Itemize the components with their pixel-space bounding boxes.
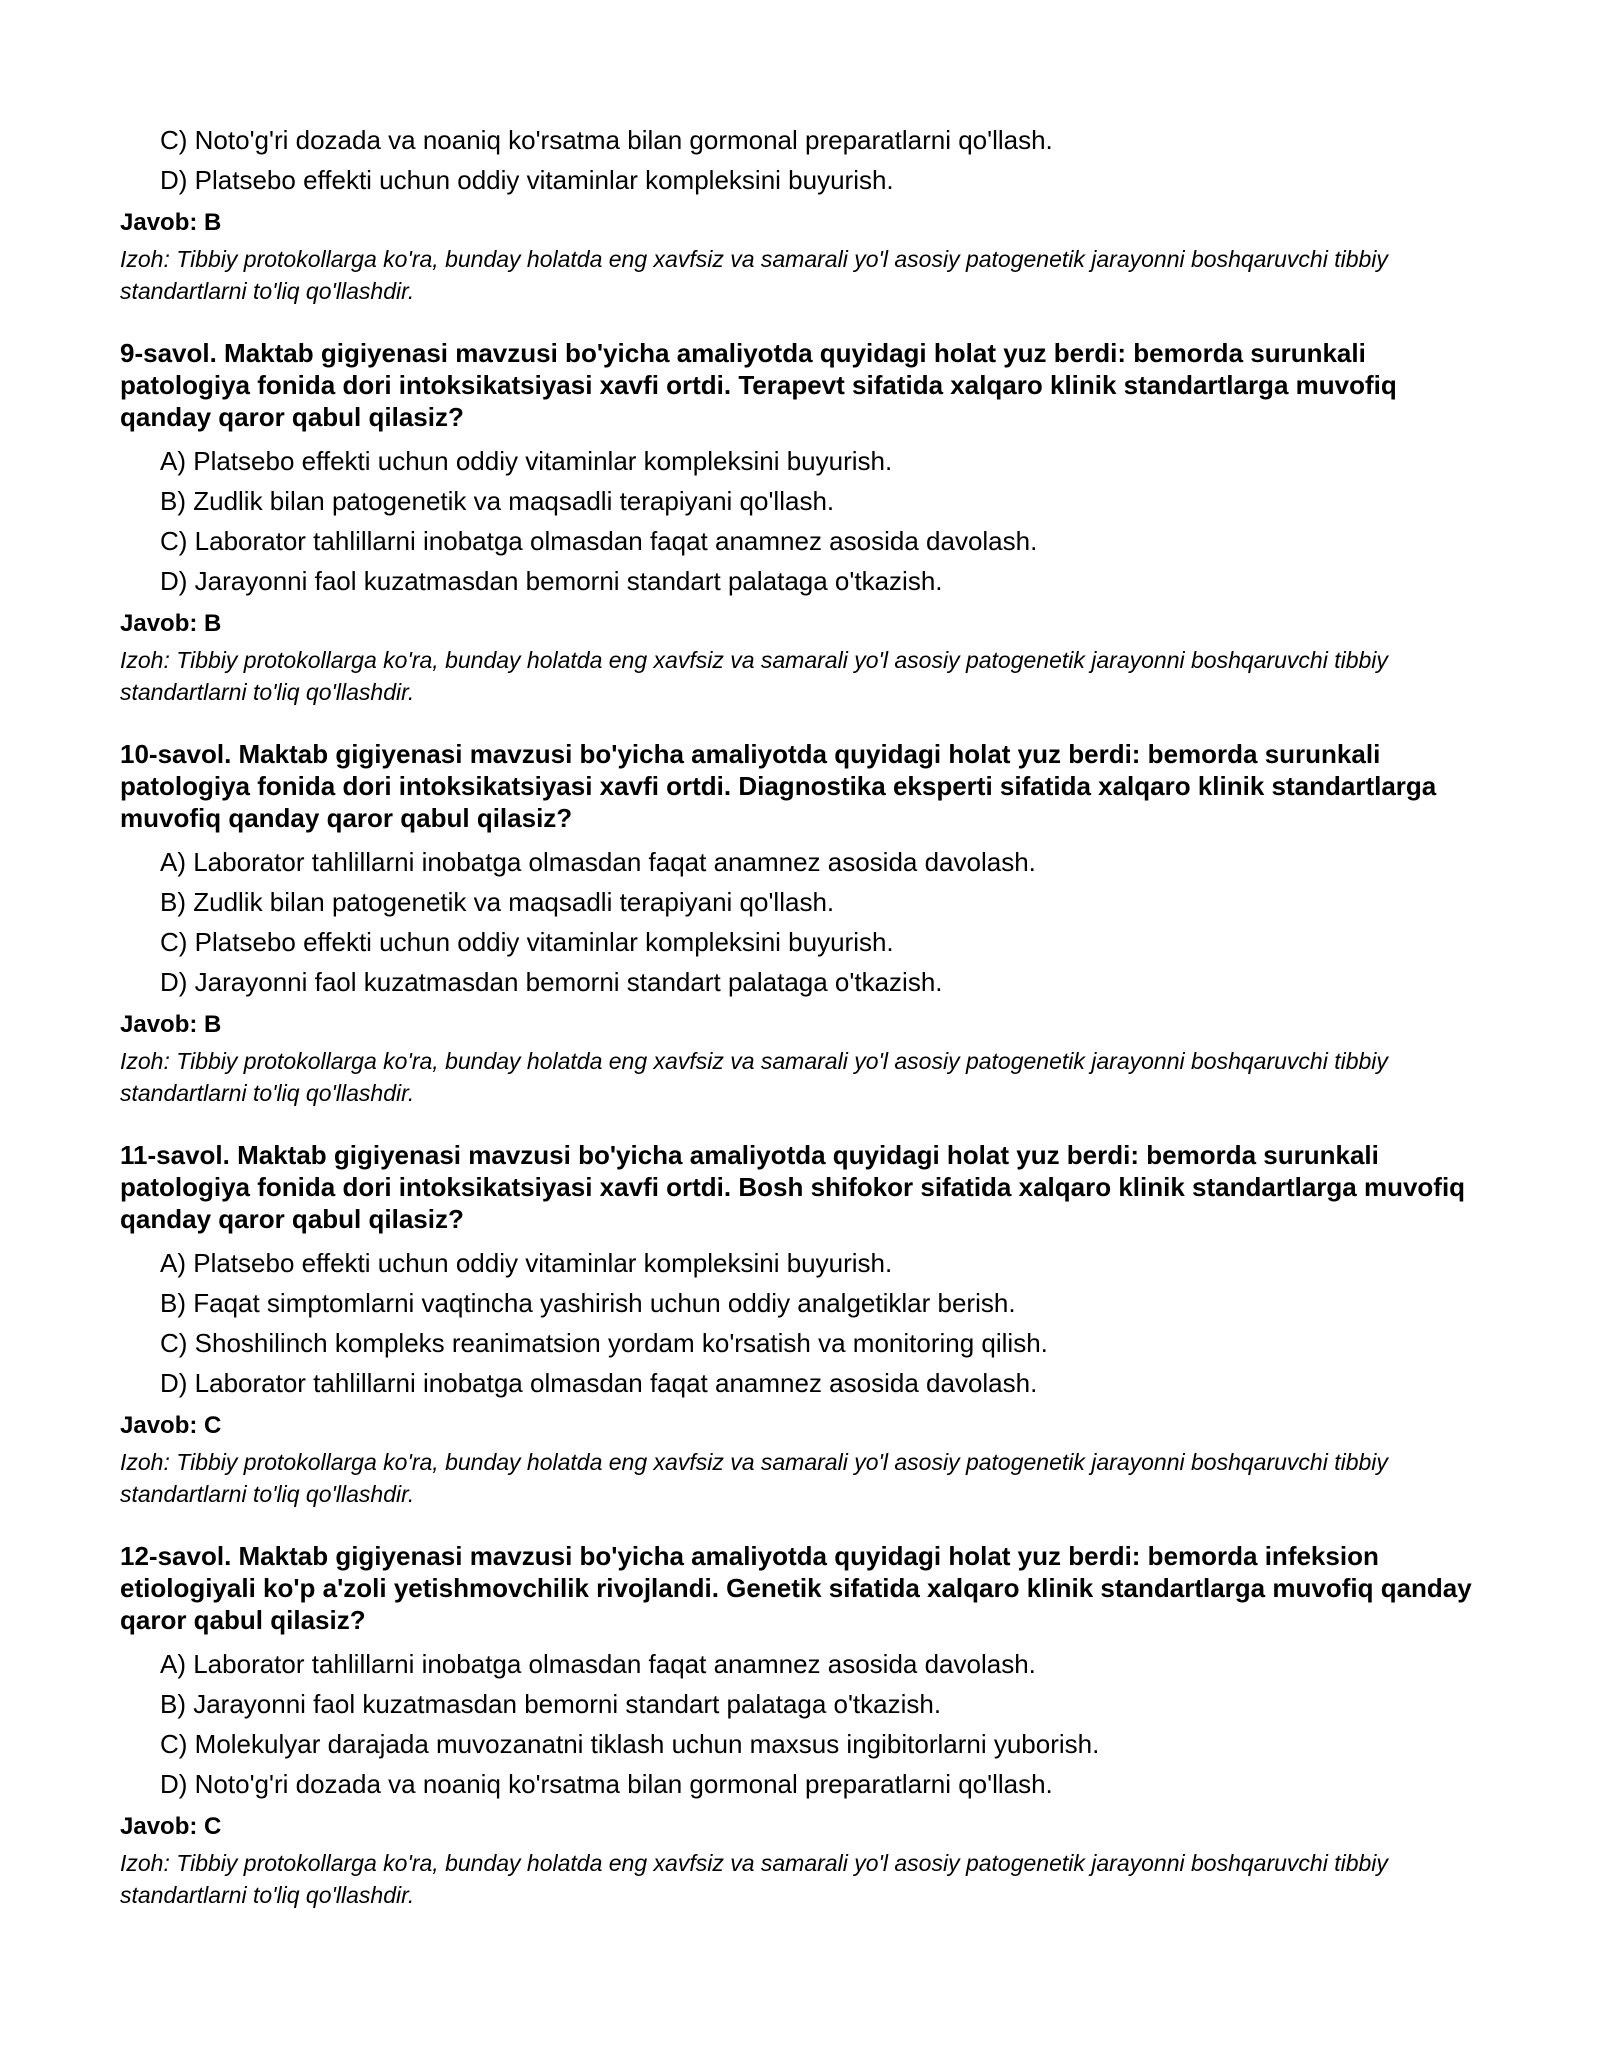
question-block xyxy=(120,1540,1480,1911)
question-text: 12-savol. Maktab gigiyenasi mavzusi bo'yicha amaliyotda quyidagi holat yuz berdi: bemorda infeksion etiologiyali ko'p a'zoli yetishmovchilik rivojlandi. Genetik sifatida xalqaro klinik standartlarga muvofiq qanday qaror qabul qilasiz? xyxy=(120,1541,1472,1635)
document-page xyxy=(120,120,1480,1911)
option-item: C) Noto'g'ri dozada va noaniq ko'rsatma bilan gormonal preparatlarni qo'llash. xyxy=(160,125,1053,155)
explanation-note: Izoh: Tibbiy protokollarga ko'ra, bunday holatda eng xavfsiz va samarali yo'l asosiy patogenetik jarayonni boshqaruvchi tibbiy standartlarni to'liq qo'llashdir. xyxy=(120,1449,1388,1507)
option-item: C) Platsebo effekti uchun oddiy vitaminlar kompleksini buyurish. xyxy=(160,927,894,957)
question-block xyxy=(120,738,1480,1109)
option-item: B) Zudlik bilan patogenetik va maqsadli terapiyani qo'llash. xyxy=(160,486,835,516)
option-item: A) Platsebo effekti uchun oddiy vitaminlar kompleksini buyurish. xyxy=(160,1248,893,1278)
answer-label: Javob: B xyxy=(120,1011,222,1038)
explanation-note: Izoh: Tibbiy protokollarga ko'ra, bunday holatda eng xavfsiz va samarali yo'l asosiy patogenetik jarayonni boshqaruvchi tibbiy standartlarni to'liq qo'llashdir. xyxy=(120,1048,1388,1106)
explanation-note: Izoh: Tibbiy protokollarga ko'ra, bunday holatda eng xavfsiz va samarali yo'l asosiy patogenetik jarayonni boshqaruvchi tibbiy standartlarni to'liq qo'llashdir. xyxy=(120,246,1388,304)
option-list xyxy=(120,1243,1480,1403)
explanation-note: Izoh: Tibbiy protokollarga ko'ra, bunday holatda eng xavfsiz va samarali yo'l asosiy patogenetik jarayonni boshqaruvchi tibbiy standartlarni to'liq qo'llashdir. xyxy=(120,1850,1388,1908)
option-item: B) Faqat simptomlarni vaqtincha yashirish uchun oddiy analgetiklar berish. xyxy=(160,1288,1016,1318)
previous-question-tail xyxy=(120,120,1480,307)
answer-label: Javob: B xyxy=(120,610,222,637)
option-list xyxy=(120,842,1480,1002)
option-item: D) Platsebo effekti uchun oddiy vitaminlar kompleksini buyurish. xyxy=(160,165,894,195)
answer-label: Javob: C xyxy=(120,1813,222,1840)
question-block xyxy=(120,1139,1480,1510)
answer-label: Javob: C xyxy=(120,1412,222,1439)
option-item: A) Laborator tahlillarni inobatga olmasdan faqat anamnez asosida davolash. xyxy=(160,847,1036,877)
option-item: D) Laborator tahlillarni inobatga olmasdan faqat anamnez asosida davolash. xyxy=(160,1368,1038,1398)
question-text: 10-savol. Maktab gigiyenasi mavzusi bo'yicha amaliyotda quyidagi holat yuz berdi: bemorda surunkali patologiya fonida dori intoksikatsiyasi xavfi ortdi. Diagnostika eksperti sifatida xalqaro klinik standartlarga muvofiq qanday qaror qabul qilasiz? xyxy=(120,739,1437,833)
question-block xyxy=(120,337,1480,708)
option-list xyxy=(120,441,1480,601)
option-item: B) Jarayonni faol kuzatmasdan bemorni standart palataga o'tkazish. xyxy=(160,1689,942,1719)
option-item: C) Shoshilinch kompleks reanimatsion yordam ko'rsatish va monitoring qilish. xyxy=(160,1328,1048,1358)
explanation-note: Izoh: Tibbiy protokollarga ko'ra, bunday holatda eng xavfsiz va samarali yo'l asosiy patogenetik jarayonni boshqaruvchi tibbiy standartlarni to'liq qo'llashdir. xyxy=(120,647,1388,705)
option-item: C) Laborator tahlillarni inobatga olmasdan faqat anamnez asosida davolash. xyxy=(160,526,1038,556)
option-item: B) Zudlik bilan patogenetik va maqsadli terapiyani qo'llash. xyxy=(160,887,835,917)
question-text: 11-savol. Maktab gigiyenasi mavzusi bo'yicha amaliyotda quyidagi holat yuz berdi: bemorda surunkali patologiya fonida dori intoksikatsiyasi xavfi ortdi. Bosh shifokor sifatida xalqaro klinik standartlarga muvofiq qanday qaror qabul qilasiz? xyxy=(120,1140,1466,1234)
question-text: 9-savol. Maktab gigiyenasi mavzusi bo'yicha amaliyotda quyidagi holat yuz berdi: bemorda surunkali patologiya fonida dori intoksikatsiyasi xavfi ortdi. Terapevt sifatida xalqaro klinik standartlarga muvofiq qanday qaror qabul qilasiz? xyxy=(120,338,1397,432)
option-item: C) Molekulyar darajada muvozanatni tiklash uchun maxsus ingibitorlarni yuborish. xyxy=(160,1729,1100,1759)
option-list xyxy=(120,120,1480,200)
option-item: D) Noto'g'ri dozada va noaniq ko'rsatma bilan gormonal preparatlarni qo'llash. xyxy=(160,1769,1053,1799)
option-item: A) Platsebo effekti uchun oddiy vitaminlar kompleksini buyurish. xyxy=(160,446,893,476)
option-item: A) Laborator tahlillarni inobatga olmasdan faqat anamnez asosida davolash. xyxy=(160,1649,1036,1679)
option-list xyxy=(120,1644,1480,1804)
answer-label: Javob: B xyxy=(120,209,222,236)
option-item: D) Jarayonni faol kuzatmasdan bemorni standart palataga o'tkazish. xyxy=(160,566,943,596)
option-item: D) Jarayonni faol kuzatmasdan bemorni standart palataga o'tkazish. xyxy=(160,967,943,997)
